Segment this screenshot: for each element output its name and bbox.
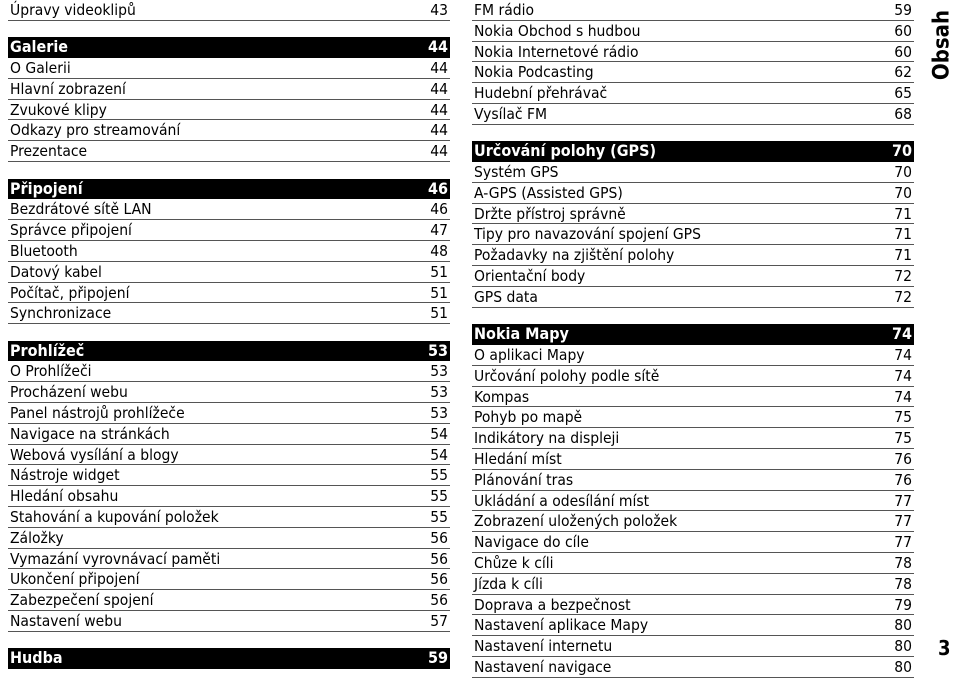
entry-title: O aplikaci Mapy [474,345,585,364]
entry-title: Kompas [474,387,530,406]
toc-entry[interactable] [8,262,450,283]
page-ref: 60 [894,42,912,61]
page-ref: 77 [894,512,912,531]
page-ref: 46 [427,178,448,198]
entry-title: Synchronizace [10,304,112,323]
toc-entry[interactable] [8,528,450,549]
page-ref: 59 [894,1,912,19]
page-ref: 62 [894,63,912,82]
entry-title: Nastavení webu [10,612,122,631]
section-title: Prohlížeč [10,340,85,360]
page-ref: 57 [430,612,448,631]
toc-entry[interactable] [8,382,450,403]
entry-title: Orientační body [474,267,586,286]
toc-entry[interactable] [472,345,914,366]
page-ref: 77 [894,491,912,510]
toc-entry[interactable] [472,407,914,428]
page-ref: 56 [430,528,448,547]
page-ref: 70 [894,183,912,202]
page-ref: 74 [894,366,912,385]
page-ref: 80 [894,637,912,656]
toc-entry[interactable] [8,361,450,382]
entry-title: FM rádio [474,1,535,19]
toc-entry[interactable] [472,21,914,42]
page-ref: 71 [894,246,912,265]
toc-right-column [472,0,914,678]
page-ref: 44 [430,59,448,78]
page-ref: 55 [430,508,448,527]
toc-entry[interactable] [8,100,450,121]
page-ref: 53 [430,362,448,381]
toc-entry[interactable] [472,104,914,125]
page-ref: 68 [894,104,912,123]
toc-entry[interactable] [8,199,450,220]
page-ref: 79 [894,595,912,614]
entry-title: Navigace do cíle [474,533,589,552]
toc-entry[interactable] [472,224,914,245]
toc-entry[interactable] [8,79,450,100]
toc-entry[interactable] [472,245,914,266]
toc-entry[interactable] [8,424,450,445]
entry-title: O Galerii [10,59,71,78]
toc-section-header[interactable] [8,37,450,58]
page-ref: 75 [894,408,912,427]
entry-title: Držte přístroj správně [474,204,626,223]
toc-entry[interactable] [472,449,914,470]
entry-title: Jízda k cíli [474,574,543,593]
page-ref: 51 [430,283,448,302]
page-ref: 55 [430,466,448,485]
entry-title: Navigace na stránkách [10,424,170,443]
page-ref: 54 [430,445,448,464]
page-ref: 70 [894,163,912,182]
toc-entry[interactable] [8,590,450,611]
entry-title: Úpravy videoklipů [10,1,136,19]
page-ref: 74 [894,387,912,406]
page-number: 3 [938,636,951,660]
section-spacer [472,308,914,325]
entry-title: O Prohlížeči [10,362,92,381]
toc-entry[interactable] [472,615,914,636]
toc-entry[interactable] [8,465,450,486]
entry-title: Nastavení navigace [474,657,612,676]
page-ref: 44 [430,79,448,98]
entry-title: Doprava a bezpečnost [474,595,631,614]
page-ref: 65 [894,84,912,103]
page-ref: 56 [430,549,448,568]
page-ref: 51 [430,304,448,323]
page-ref: 48 [430,241,448,260]
toc-entry[interactable] [8,303,450,324]
toc-entry[interactable] [8,141,450,162]
section-spacer [472,125,914,142]
entry-title: Nastavení internetu [474,637,613,656]
page-ref: 46 [430,200,448,219]
entry-title: Datový kabel [10,262,102,281]
entry-title: Hledání míst [474,449,562,468]
page-ref: 77 [894,533,912,552]
toc-entry[interactable] [8,220,450,241]
page-ref: 78 [894,553,912,572]
page-ref: 51 [430,262,448,281]
toc-entry[interactable] [8,403,450,424]
entry-title: Počítač, připojení [10,283,130,302]
entry-title: Panel nástrojů prohlížeče [10,404,185,423]
section-title: Galerie [10,37,69,57]
entry-title: Správce připojení [10,221,132,240]
page-ref: 60 [894,21,912,40]
toc-entry[interactable] [472,491,914,512]
toc-entry[interactable] [472,532,914,553]
page-ref: 44 [430,142,448,161]
section-title: Hudba [10,648,63,668]
page-ref: 71 [894,204,912,223]
section-side-label [926,0,958,90]
entry-title: Bezdrátové sítě LAN [10,200,152,219]
toc-entry[interactable] [472,183,914,204]
page-ref: 44 [430,121,448,140]
toc-entry[interactable] [472,366,914,387]
page-ref: 75 [894,429,912,448]
page-ref: 72 [894,287,912,306]
toc-entry[interactable] [472,636,914,657]
toc-entry[interactable] [472,470,914,491]
toc-section-header[interactable] [8,648,450,669]
page-ref: 43 [430,1,448,19]
page-ref: 76 [894,470,912,489]
entry-title: Hudební přehrávač [474,84,608,103]
page-ref: 74 [894,345,912,364]
toc-entry[interactable] [472,553,914,574]
toc-entry[interactable] [8,611,450,632]
entry-title: Zvukové klipy [10,100,107,119]
page-ref: 78 [894,574,912,593]
toc-entry[interactable] [8,120,450,141]
entry-title: Požadavky na zjištění polohy [474,246,675,265]
page-ref: 56 [430,570,448,589]
toc-entry[interactable] [472,595,914,616]
section-spacer [8,632,450,649]
entry-title: Nokia Obchod s hudbou [474,21,641,40]
entry-title: Indikátory na displeji [474,429,620,448]
toc-entry[interactable] [472,387,914,408]
page-ref: 71 [894,225,912,244]
toc-entry[interactable] [8,241,450,262]
toc-entry[interactable] [472,574,914,595]
toc-entry[interactable] [8,507,450,528]
section-spacer [8,324,450,341]
entry-title: Hledání obsahu [10,487,119,506]
entry-title: Vysílač FM [474,104,548,123]
entry-title: Stahování a kupování položek [10,508,219,527]
toc-entry[interactable] [472,657,914,678]
toc-entry[interactable] [472,266,914,287]
page-ref: 55 [430,487,448,506]
entry-title: Nokia Podcasting [474,63,594,82]
toc-section-header[interactable] [472,324,914,345]
entry-title: Určování polohy podle sítě [474,366,660,385]
entry-title: Procházení webu [10,383,128,402]
entry-title: Webová vysílání a blogy [10,445,179,464]
page-ref: 76 [894,449,912,468]
toc-entry[interactable] [472,62,914,83]
entry-title: Ukončení připojení [10,570,140,589]
entry-title: Nastavení aplikace Mapy [474,616,649,635]
section-title: Připojení [10,178,83,198]
entry-title: Zabezpečení spojení [10,591,154,610]
toc-entry[interactable] [472,162,914,183]
toc-entry[interactable] [472,287,914,308]
page-ref: 74 [891,324,912,344]
section-side-label-text: Obsah [929,9,955,81]
entry-title: A-GPS (Assisted GPS) [474,183,623,202]
entry-title: Prezentace [10,142,88,161]
page-ref: 47 [430,221,448,240]
page-ref: 44 [427,37,448,57]
entry-title: Pohyb po mapě [474,408,583,427]
page-ref: 56 [430,591,448,610]
toc-entry[interactable] [8,0,450,21]
toc-entry[interactable] [472,204,914,225]
page-ref: 70 [891,141,912,161]
entry-title: Odkazy pro streamování [10,121,181,140]
toc-entry[interactable] [472,42,914,63]
page-ref: 44 [430,100,448,119]
toc-section-header[interactable] [8,179,450,200]
toc-entry[interactable] [472,428,914,449]
toc-entry[interactable] [8,569,450,590]
entry-title: Systém GPS [474,163,559,182]
page-ref: 53 [430,383,448,402]
page-ref: 80 [894,616,912,635]
entry-title: Nástroje widget [10,466,120,485]
page-ref: 59 [427,648,448,668]
entry-title: Bluetooth [10,241,78,260]
toc-entry[interactable] [8,549,450,570]
entry-title: Vymazání vyrovnávací paměti [10,549,221,568]
toc-entry[interactable] [8,58,450,79]
section-spacer [8,21,450,38]
section-title: Určování polohy (GPS) [474,141,657,161]
section-title: Nokia Mapy [474,324,569,344]
toc-section-header[interactable] [8,341,450,362]
entry-title: Nokia Internetové rádio [474,42,639,61]
entry-title: Tipy pro navazování spojení GPS [474,225,701,244]
toc-entry[interactable] [472,83,914,104]
entry-title: Ukládání a odesílání míst [474,491,650,510]
entry-title: Chůze k cíli [474,553,554,572]
toc-entry[interactable] [472,511,914,532]
entry-title: Hlavní zobrazení [10,79,126,98]
page-ref: 53 [427,340,448,360]
page-ref: 54 [430,424,448,443]
toc-section-header[interactable] [472,141,914,162]
toc-entry[interactable] [8,283,450,304]
toc-left-column [8,0,450,669]
section-spacer [8,162,450,179]
entry-title: Plánování tras [474,470,574,489]
page-ref: 53 [430,404,448,423]
page-ref: 80 [894,657,912,676]
toc-entry[interactable] [8,486,450,507]
entry-title: GPS data [474,287,538,306]
toc-entry[interactable] [472,0,914,21]
entry-title: Záložky [10,528,64,547]
toc-entry[interactable] [8,445,450,466]
entry-title: Zobrazení uložených položek [474,512,678,531]
page-ref: 72 [894,267,912,286]
